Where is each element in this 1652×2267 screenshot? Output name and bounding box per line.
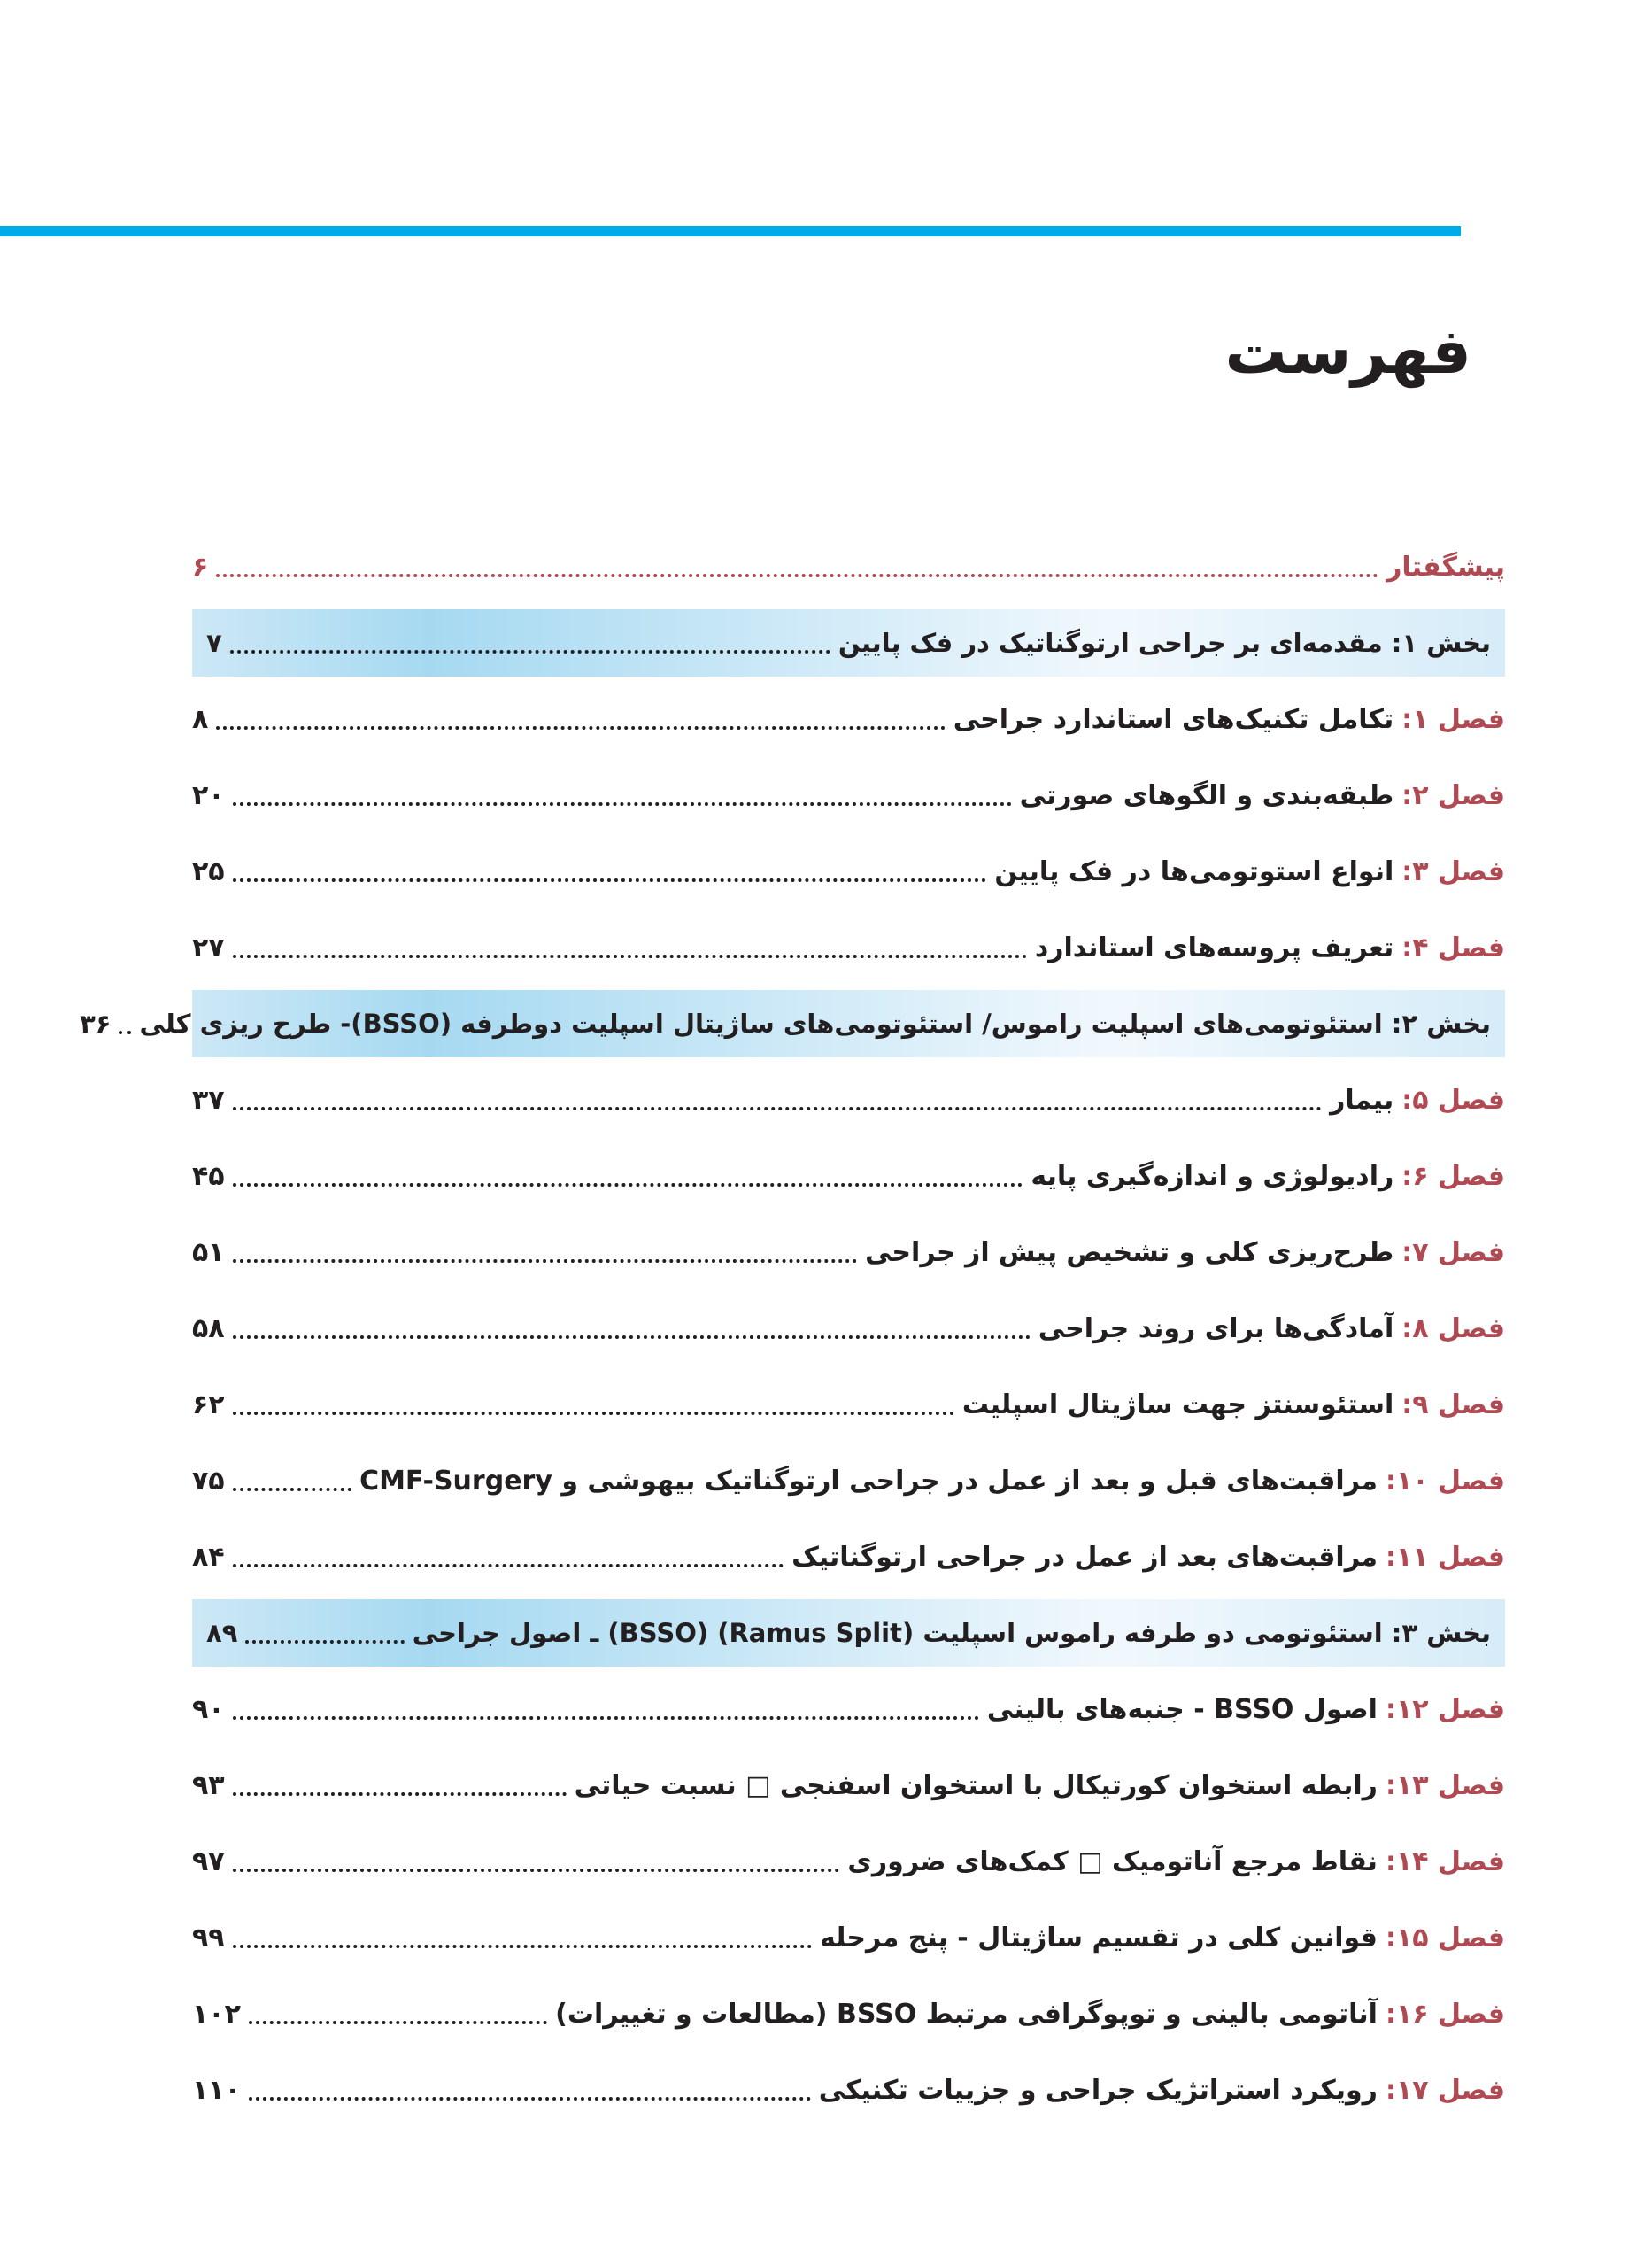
dotted-leader xyxy=(233,1869,840,1872)
dotted-leader xyxy=(119,1031,131,1034)
toc-section-row xyxy=(192,1599,1505,1667)
entry-title: انواع استوتومی‌ها در فک پایین xyxy=(994,855,1394,887)
chapter-label: فصل ۱۱: xyxy=(1385,1541,1505,1573)
toc-chapter-row xyxy=(192,2052,1505,2128)
entry-title: رابطه استخوان کورتیکال با استخوان اسفنجی □ نسبت حیاتی xyxy=(574,1769,1378,1801)
entry-title: بخش ۳: استئوتومی دو طرفه راموس اسپلیت (Ramus Split) (BSSO) ـ اصول جراحی xyxy=(412,1618,1491,1648)
entry-page-number: ۹۷ xyxy=(192,1845,225,1877)
toc-chapter-row xyxy=(192,1899,1505,1976)
entry-page-number: ۴۵ xyxy=(192,1160,225,1192)
entry-title: مراقبت‌های بعد از عمل در جراحی ارتوگناتیک xyxy=(791,1541,1378,1573)
dotted-leader xyxy=(233,1716,979,1720)
entry-title: طبقه‌بندی و الگوهای صورتی xyxy=(1019,779,1394,811)
toc-list xyxy=(80,529,1505,2128)
entry-title: مراقبت‌های قبل و بعد از عمل در جراحی ارتوگناتیک بیهوشی و CMF-Surgery xyxy=(359,1465,1378,1497)
dotted-leader xyxy=(233,1107,1322,1110)
entry-title: رویکرد استراتژیک جراحی و جزییات تکنیکی xyxy=(818,2074,1378,2106)
entry-title: بیمار xyxy=(1330,1084,1394,1116)
entry-title: اصول BSSO - جنبه‌های بالینی xyxy=(986,1693,1378,1725)
dotted-leader xyxy=(230,650,830,654)
toc-chapter-row xyxy=(192,1062,1505,1138)
chapter-label: فصل ۱۶: xyxy=(1385,1998,1505,2030)
toc-section-row xyxy=(80,990,1505,1057)
chapter-label: فصل ۱۰: xyxy=(1385,1465,1505,1497)
entry-title: استئوسنتز جهت ساژیتال اسپلیت xyxy=(961,1389,1394,1420)
entry-title: تعریف پروسه‌های استاندارد xyxy=(1034,932,1394,963)
toc-chapter-row xyxy=(192,1290,1505,1366)
entry-title: آمادگی‌ها برای روند جراحی xyxy=(1038,1312,1394,1344)
dotted-leader xyxy=(233,1183,1023,1187)
entry-page-number: ۹۰ xyxy=(192,1693,225,1725)
entry-page-number: ۱۰۲ xyxy=(192,1998,241,2030)
chapter-label: فصل ۱: xyxy=(1401,703,1505,735)
dotted-leader xyxy=(233,1945,812,1948)
chapter-label: فصل ۶: xyxy=(1401,1160,1505,1192)
dotted-leader xyxy=(233,802,1012,806)
toc-chapter-row xyxy=(192,1138,1505,1214)
dotted-leader xyxy=(216,574,1378,577)
entry-title: قوانین کلی در تقسیم ساژیتال - پنج مرحله xyxy=(819,1922,1378,1954)
dotted-leader xyxy=(233,878,987,882)
chapter-label: فصل ۴: xyxy=(1401,932,1505,963)
chapter-label: فصل ۱۲: xyxy=(1385,1693,1505,1725)
toc-chapter-row xyxy=(192,1823,1505,1899)
chapter-label: فصل ۱۴: xyxy=(1385,1845,1505,1877)
chapter-label: فصل ۱۳: xyxy=(1385,1769,1505,1801)
entry-page-number: ۹۹ xyxy=(192,1922,225,1954)
entry-title: بخش ۲: استئوتومی‌های اسپلیت راموس/ استئوتومی‌های ساژیتال اسپلیت دوطرفه (BSSO)- طرح ریزی کلی xyxy=(139,1009,1491,1039)
toc-chapter-row xyxy=(192,1214,1505,1290)
dotted-leader xyxy=(233,1792,567,1796)
entry-title: نقاط مرجع آناتومیک □ کمک‌های ضروری xyxy=(847,1845,1378,1877)
toc-chapter-row xyxy=(192,1443,1505,1519)
dotted-leader xyxy=(233,1335,1031,1339)
chapter-label: فصل ۲: xyxy=(1401,779,1505,811)
toc-chapter-row xyxy=(192,1671,1505,1747)
toc-chapter-row xyxy=(192,1366,1505,1443)
page-title: فهرست xyxy=(1224,315,1471,388)
toc-chapter-row xyxy=(192,1976,1505,2052)
toc-chapter-row xyxy=(192,1519,1505,1595)
dotted-leader xyxy=(233,1564,784,1567)
toc-chapter-row xyxy=(192,681,1505,757)
chapter-label: فصل ۳: xyxy=(1401,855,1505,887)
entry-title: تکامل تکنیک‌های استاندارد جراحی xyxy=(953,703,1394,735)
entry-page-number: ۷۵ xyxy=(192,1465,225,1497)
dotted-leader xyxy=(249,2097,811,2101)
chapter-label: فصل ۷: xyxy=(1401,1236,1505,1268)
dotted-leader xyxy=(245,1640,404,1644)
dotted-leader xyxy=(233,1259,857,1263)
entry-page-number: ۶ xyxy=(192,551,209,583)
entry-page-number: ۷ xyxy=(206,628,222,658)
entry-page-number: ۸ xyxy=(192,703,209,735)
dotted-leader xyxy=(249,2021,547,2024)
entry-title: طرح‌ریزی کلی و تشخیص پیش از جراحی xyxy=(865,1236,1394,1268)
entry-title: رادیولوژی و اندازه‌گیری پایه xyxy=(1031,1160,1394,1192)
entry-page-number: ۲۵ xyxy=(192,855,225,887)
dotted-leader xyxy=(216,726,945,730)
chapter-label: فصل ۱۵: xyxy=(1385,1922,1505,1954)
entry-title: بخش ۱: مقدمه‌ای بر جراحی ارتوگناتیک در فک پایین xyxy=(838,628,1491,658)
chapter-label: فصل ۸: xyxy=(1401,1312,1505,1344)
entry-page-number: ۳۷ xyxy=(192,1084,225,1116)
entry-page-number: ۱۱۰ xyxy=(192,2074,241,2106)
dotted-leader xyxy=(233,1412,954,1415)
toc-chapter-row xyxy=(192,909,1505,986)
dotted-leader xyxy=(233,1488,351,1491)
chapter-label: فصل ۵: xyxy=(1401,1084,1505,1116)
entry-title: آناتومی بالینی و توپوگرافی مرتبط BSSO (مطالعات و تغییرات) xyxy=(555,1998,1378,2030)
entry-page-number: ۲۷ xyxy=(192,932,225,963)
top-accent-bar xyxy=(0,226,1461,236)
entry-page-number: ۸۹ xyxy=(206,1618,238,1648)
entry-page-number: ۵۸ xyxy=(192,1312,225,1344)
entry-page-number: ۸۴ xyxy=(192,1541,225,1573)
chapter-label: فصل ۱۷: xyxy=(1385,2074,1505,2106)
chapter-label: فصل ۹: xyxy=(1401,1389,1505,1420)
entry-title: پیشگفتار xyxy=(1386,551,1505,583)
toc-chapter-row xyxy=(192,1747,1505,1823)
toc-chapter-row xyxy=(192,757,1505,833)
entry-page-number: ۹۳ xyxy=(192,1769,225,1801)
toc-preface-row xyxy=(192,529,1505,605)
dotted-leader xyxy=(233,955,1027,958)
entry-page-number: ۲۰ xyxy=(192,779,225,811)
entry-page-number: ۳۶ xyxy=(80,1009,112,1039)
toc-section-row xyxy=(192,609,1505,677)
entry-page-number: ۵۱ xyxy=(192,1236,225,1268)
entry-page-number: ۶۲ xyxy=(192,1389,225,1420)
toc-chapter-row xyxy=(192,833,1505,909)
